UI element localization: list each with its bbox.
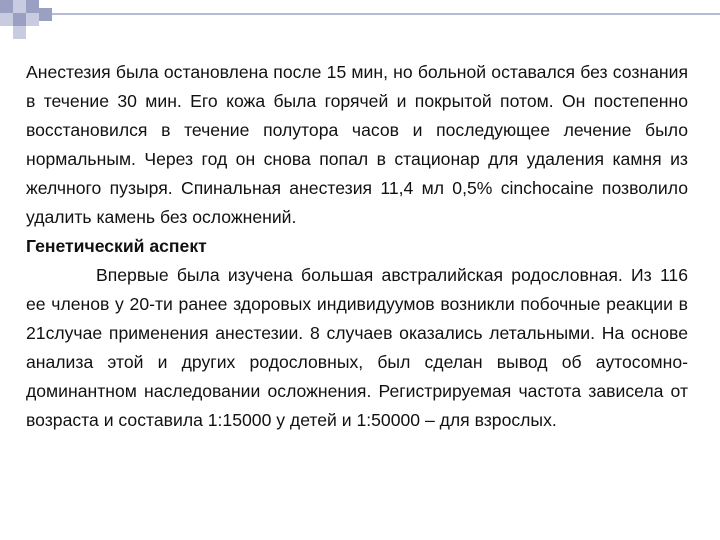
decor-square [26, 13, 39, 26]
text-body [26, 58, 688, 435]
paragraph-anesthesia-case: Анестезия была остановлена после 15 мин, но больной оставался без сознания в течение 30 мин. Его кожа была горячей и покрытой потом. Он постепенно восстановился в течение полутора часов и последующее лечение было нормальным. Через год он снова попал в стационар для удаления камня из желчного пузыря. Спинальная анестезия 11,4 мл 0,5% cinchocaine позволило удалить камень без осложнений. [26, 62, 688, 227]
decor-square [13, 26, 26, 39]
decor-line [52, 13, 720, 15]
paragraph-genetic-aspect: Впервые была изучена большая австралийская родословная. Из 116 ее членов у 20-ти ранее здоровых индивидуумов возникли побочные реакции в 21случае применения анестезии. 8 случаев оказались летальными. На основе анализа этой и других родословных, был сделан вывод об аутосомно-доминантном наследовании осложнения. Регистрируемая частота зависела от возраста и составила 1:15000 у детей и 1:50000 – для взрослых. [26, 265, 688, 430]
decor-square [0, 0, 13, 13]
decor-square [13, 13, 26, 26]
decor-square [0, 13, 13, 26]
decor-square [13, 0, 26, 13]
decor-square [39, 8, 52, 21]
decor-square [26, 0, 39, 13]
section-heading: Генетический аспект [26, 236, 207, 256]
decorative-header [0, 0, 720, 40]
